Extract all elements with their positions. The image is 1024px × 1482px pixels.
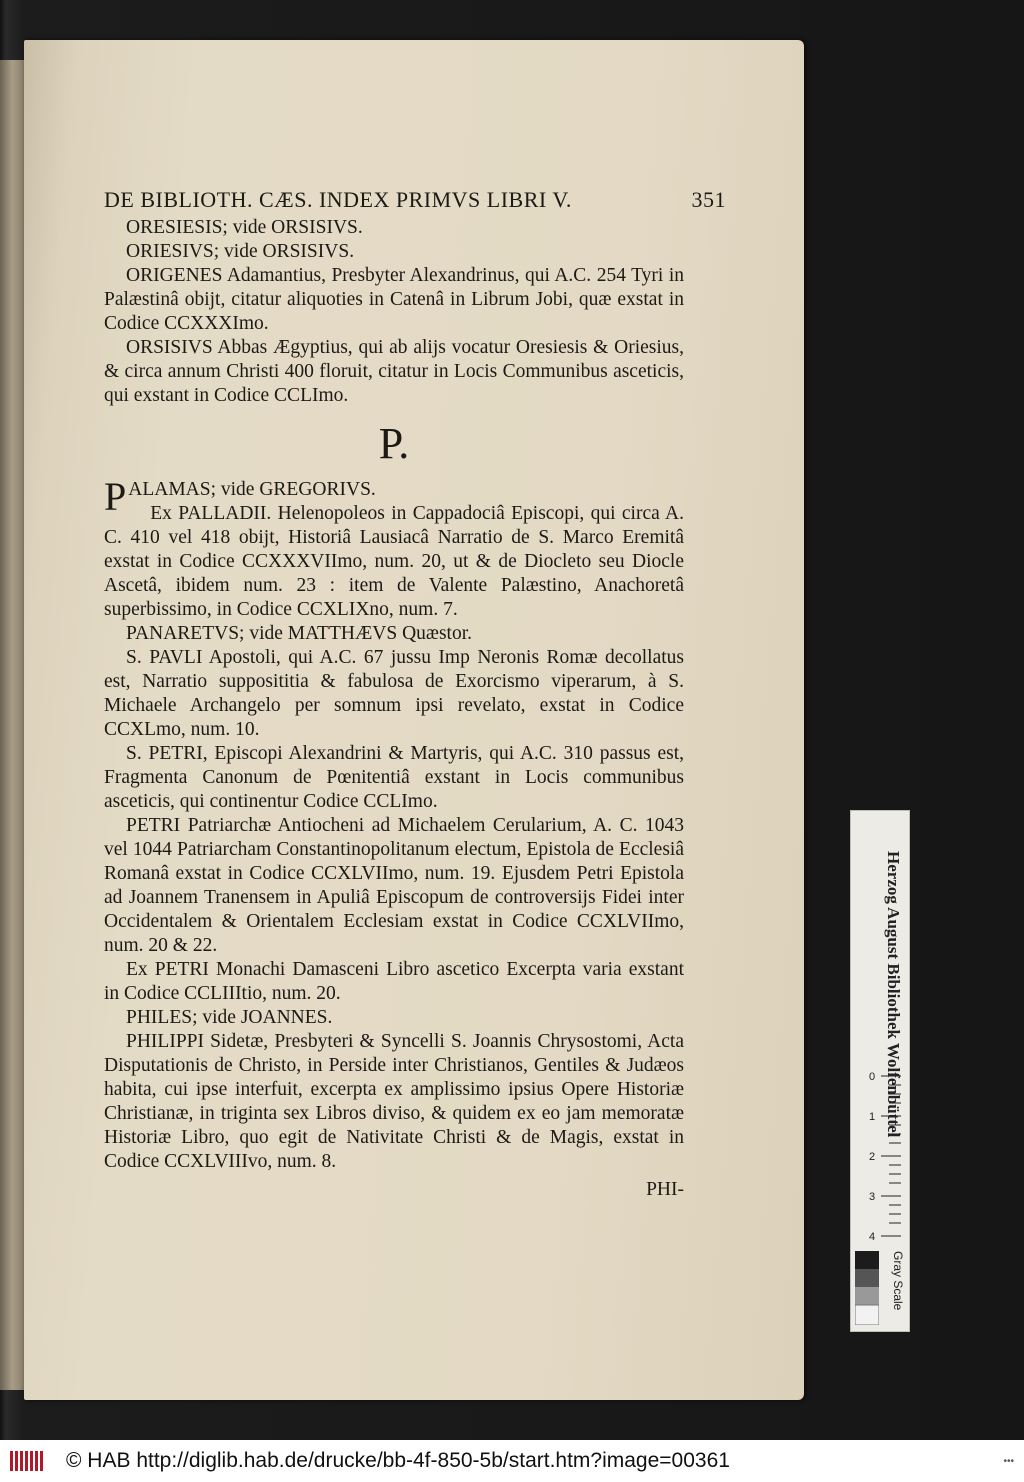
running-header — [104, 188, 726, 212]
ruler-tick-label: 2 — [869, 1151, 876, 1163]
footer-bar — [0, 1440, 1024, 1482]
index-entry: PETRI Patriarchæ Antiocheni ad Michaelem Cerularium, A. C. 1043 vel 1044 Patriarcham Constantinopolitanum electum, Epistola de Ecclesiâ Romanâ exstat in Codice CCXLVIImo, num. 19. Ejusdem Petri Epistola ad Joannem Tranensem in Apuliâ Episcopum de controversijs Fidei inter Occidentalem & Orientalem Ecclesiam exstat in Codice CCXLVIImo, num. 20 & 22. — [104, 815, 684, 956]
index-entry: ORESIESIS; vide ORSISIVS. — [126, 217, 363, 238]
gray-scale-label: Gray Scale — [891, 1251, 905, 1311]
page-text-block — [104, 187, 726, 1202]
index-entry: PANARETVS; vide MATTHÆVS Quæstor. — [126, 623, 472, 644]
gray-scale-patches — [855, 1251, 879, 1325]
index-entry-first — [104, 474, 684, 519]
color-reference-strip — [850, 810, 910, 1332]
ruler-tick-label: 4 — [869, 1231, 876, 1243]
index-entry: Ex PALLADII. Helenopoleos in Cappadociâ Episcopi, qui circa A. C. 410 vel 418 obijt, Historiâ Lausiacâ Narratio de S. Marco Eremitâ exstat in Codice CCXXXVIImo, num. 20, ut & de Diocleto seu Diocle Ascetâ, ibidem num. 23 : item de Valente Palæstino, Anachoretâ superbissimo, in Codice CCXLIXno, num. 7. — [104, 503, 684, 620]
index-entry: ORIGENES Adamantius, Presbyter Alexandrinus, qui A.C. 254 Tyri in Palæstinâ obijt, citatur aliquoties in Catenâ in Librum Jobi, quæ exstat in Codice CCXXXImo. — [104, 265, 684, 334]
index-entry: ORIESIVS; vide ORSISIVS. — [126, 241, 355, 262]
hab-logo-icon — [8, 1448, 48, 1474]
ruler-tick-label: 0 — [869, 1071, 876, 1083]
footer-dots-icon: ••• — [1003, 1455, 1014, 1467]
ruler-tick-label: 3 — [869, 1191, 876, 1203]
index-entry: PHILES; vide JOANNES. — [126, 1007, 333, 1028]
page-number: 351 — [691, 187, 726, 212]
library-name: Herzog August Bibliothek Wolfenbüttel — [884, 851, 903, 1138]
index-entry: PHILIPPI Sidetæ, Presbyteri & Syncelli S. Joannis Chrysostomi, Acta Disputationis de Christo, in Perside inter Christianos, Gentiles & Judæos habita, cui ipse interfuit, excerpta ex amplissimo ipsius Opere Historiæ Christianæ, in triginta sex Libros diviso, & quidem ex eo jam memoratæ Historiæ Libro, quo egit de Nativitate Christi & de Magis, exstat in Codice CCXLVIIIvo, num. 8. — [104, 1031, 684, 1172]
footer-link[interactable]: © HAB http://diglib.hab.de/drucke/bb-4f-850-5b/start.htm?image=00361 — [66, 1449, 730, 1472]
catchword: PHI- — [646, 1179, 684, 1200]
drop-cap: P — [104, 474, 127, 519]
ruler-tick-label: 1 — [869, 1111, 876, 1123]
header-title: DE BIBLIOTH. CÆS. INDEX PRIMVS LIBRI V. — [104, 187, 572, 212]
index-entry: S. PETRI, Episcopi Alexandrini & Martyris, qui A.C. 310 passus est, Fragmenta Canonum de Pœnitentiâ exstant in Locis communibus asceticis, qui continentur Codice CCLImo. — [104, 743, 684, 812]
first-entry-text: ALAMAS; vide GREGORIVS. — [128, 479, 376, 500]
index-entry: ORSISIVS Abbas Ægyptius, qui ab alijs vocatur Oresiesis & Oriesius, & circa annum Christi 400 floruit, citatur in Locis Communibus asceticis, qui exstant in Codice CCLImo. — [104, 337, 684, 406]
ruler-scale — [851, 1071, 901, 1251]
section-letter: P. — [378, 419, 410, 468]
index-entry: Ex PETRI Monachi Damasceni Libro ascetico Excerpta varia exstant in Codice CCLIIItio, num. 20. — [104, 959, 684, 1004]
index-entry: S. PAVLI Apostoli, qui A.C. 67 jussu Imp Neronis Romæ decollatus est, Narratio supposititia & fabulosa de Exorcismo viperarum, à S. Michaele Archangelo per somnum ipsi revelato, exstat in Codice CCXLmo, num. 10. — [104, 647, 684, 740]
